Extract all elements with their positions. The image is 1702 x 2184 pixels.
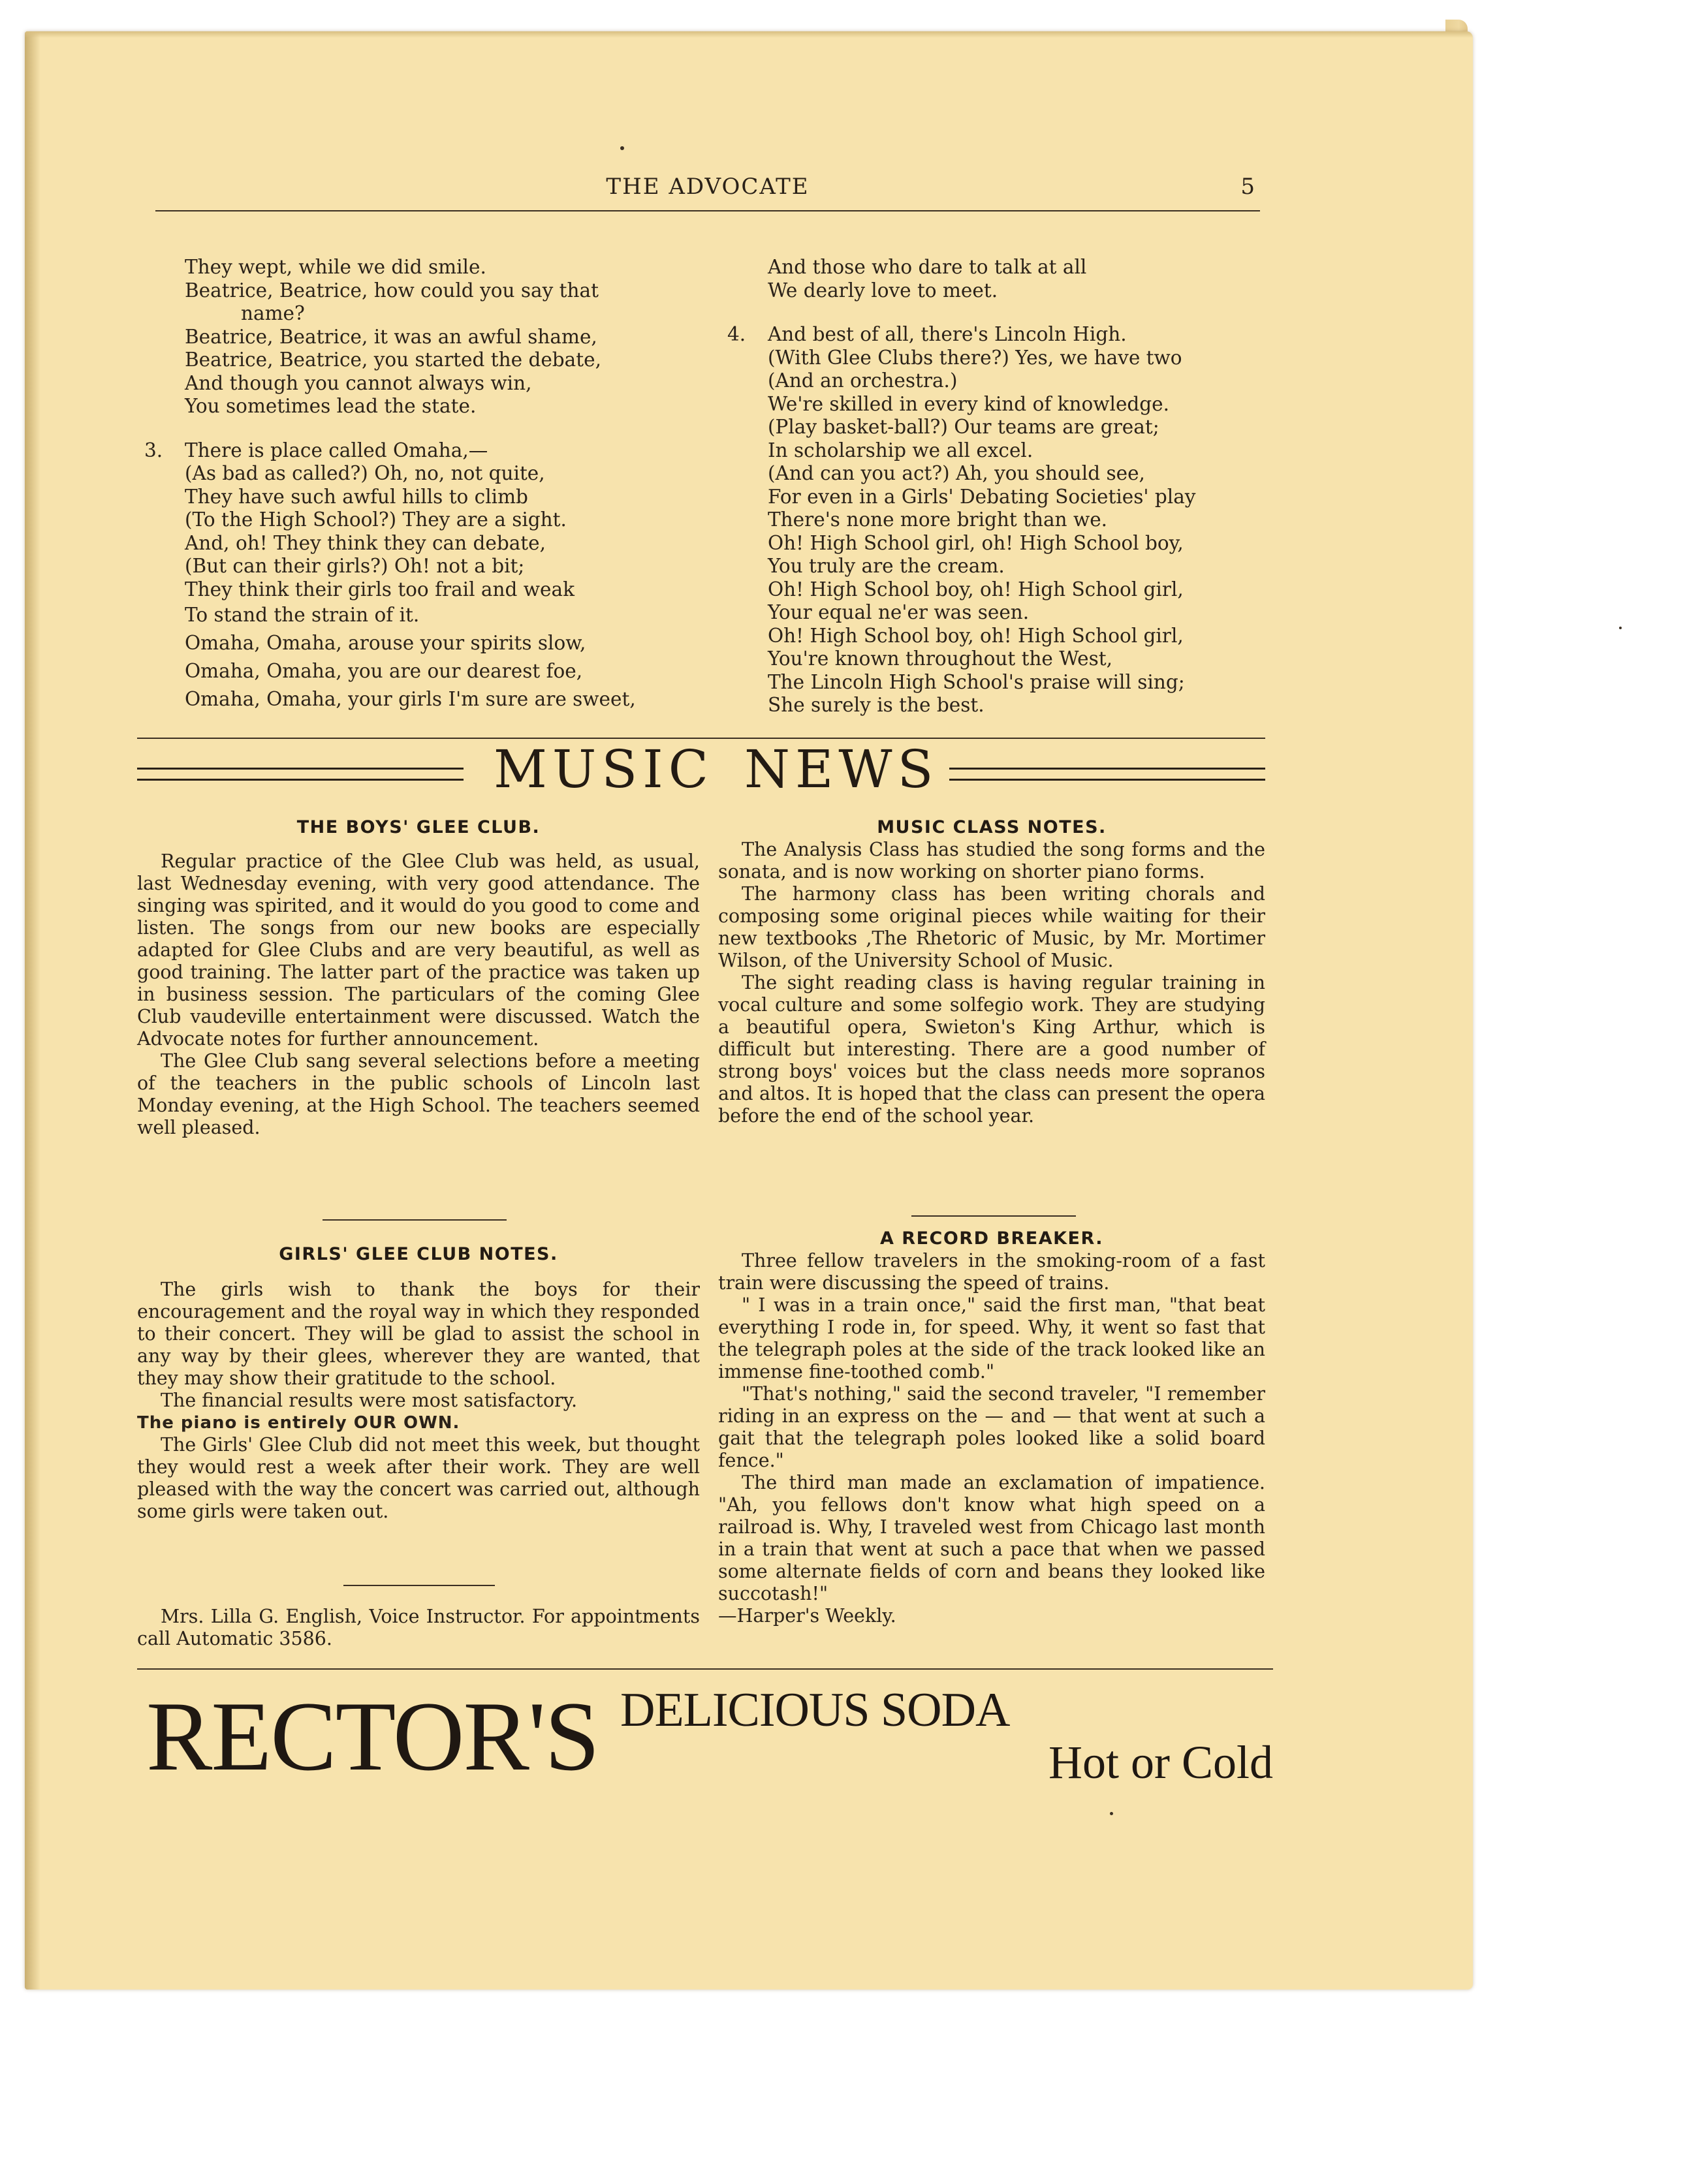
section-divider xyxy=(911,1215,1076,1217)
poem-left-column xyxy=(144,256,707,713)
poem-line: Oh! High School boy, oh! High School girl, xyxy=(768,624,1184,647)
ad-brand-name: RECTOR'S xyxy=(146,1681,599,1791)
paragraph: The third man made an exclamation of impatience. "Ah, you fellows don't know what high speed on a railroad is. Why, I traveled west from Chicago last month in a train that went at such a pace that when we passed some alternate fields of corn and beans they looked like succotash!" xyxy=(718,1472,1265,1604)
poem-line: (To the High School?) They are a sight. xyxy=(185,508,567,531)
poem-right-column xyxy=(727,256,1277,717)
girls-glee-section xyxy=(137,1244,700,1523)
paragraph: The girls wish to thank the boys for their encouragement and the royal way in which they responded to their concert. They will be glad to assist the school in any way by their glees, wherever they are wanted, that they may show their gratitude to the school. xyxy=(137,1279,700,1389)
poem-line: Omaha, Omaha, your girls I'm sure are sweet, xyxy=(185,688,636,710)
poem-line: You're known throughout the West, xyxy=(768,647,1113,670)
music-class-heading: MUSIC CLASS NOTES. xyxy=(877,817,1107,837)
source-credit: —Harper's Weekly. xyxy=(718,1605,896,1627)
section-divider xyxy=(343,1585,495,1586)
poem-line: And best of all, there's Lincoln High. xyxy=(768,323,1127,345)
poem-line: Your equal ne'er was seen. xyxy=(768,601,1030,623)
piano-announcement: The piano is entirely OUR OWN. xyxy=(137,1413,460,1433)
poem-line: They wept, while we did smile. xyxy=(185,256,486,278)
poem-line: (Play basket-ball?) Our teams are great; xyxy=(768,416,1159,438)
banner-rule-right xyxy=(949,768,1265,781)
record-breaker-heading: A RECORD BREAKER. xyxy=(879,1228,1104,1249)
stanza-3-lines xyxy=(185,439,707,714)
poem-line: Oh! High School girl, oh! High School boy, xyxy=(768,531,1184,554)
poem-line: Oh! High School boy, oh! High School girl, xyxy=(768,578,1184,601)
poem-line: name? xyxy=(241,302,305,324)
girls-glee-body xyxy=(137,1279,700,1523)
rectors-advertisement xyxy=(137,1672,1273,1803)
poem-line: (And an orchestra.) xyxy=(768,369,958,392)
poem-line: To stand the strain of it. xyxy=(185,604,420,626)
stanza-3 xyxy=(144,439,707,714)
paragraph: Three fellow travelers in the smoking-room of a fast train were discussing the speed of trains. xyxy=(718,1250,1265,1294)
record-breaker-body xyxy=(718,1250,1265,1627)
spine-shadow xyxy=(25,31,40,1989)
poem-line: (But can their girls?) Oh! not a bit; xyxy=(185,555,525,577)
record-breaker-section xyxy=(718,1228,1265,1627)
news-right-column xyxy=(718,817,1265,1127)
poem-line: Omaha, Omaha, arouse your spirits slow, xyxy=(185,632,586,654)
poem-line: The Lincoln High School's praise will sing; xyxy=(768,670,1185,693)
music-news-banner xyxy=(137,739,1265,802)
stanza-number: 3. xyxy=(144,439,163,461)
poem-line: Beatrice, Beatrice, you started the debate, xyxy=(185,349,601,371)
boys-glee-heading: THE BOYS' GLEE CLUB. xyxy=(296,817,541,837)
poem-left-lines xyxy=(185,256,707,418)
poem-line: And though you cannot always win, xyxy=(185,371,532,394)
paragraph: The Analysis Class has studied the song forms and the sonata, and is now working on shorter piano forms. xyxy=(718,839,1265,882)
poem-line: You sometimes lead the state. xyxy=(185,395,477,417)
advertisement-rule xyxy=(137,1668,1273,1670)
girls-glee-heading: GIRLS' GLEE CLUB NOTES. xyxy=(279,1244,558,1264)
paragraph: Regular practice of the Glee Club was held, as usual, last Wednesday evening, with very good attendance. The singing was spirited, and it would do you good to come and listen. The songs from our new books are especially adapted for Glee Clubs and are very beautiful, as well as good training. The latter part of the practice was taken up in business session. The particulars of the coming Glee Club vaudeville entertainment were discussed. Watch the Advocate notes for further announcement. xyxy=(137,850,700,1050)
page-number: 5 xyxy=(1240,174,1256,200)
poem-line: We're skilled in every kind of knowledge. xyxy=(768,392,1170,415)
paragraph: The Girls' Glee Club did not meet this week, but thought they would rest a week after their work. They are well pleased with the way the concert was carried out, although some girls were taken out. xyxy=(137,1434,700,1522)
poem-line: Beatrice, Beatrice, how could you say that xyxy=(185,279,599,302)
poem-line: Omaha, Omaha, you are our dearest foe, xyxy=(185,660,583,682)
banner-rule-left xyxy=(137,768,464,781)
poem-line: She surely is the best. xyxy=(768,694,985,716)
publication-title: THE ADVOCATE xyxy=(606,174,810,200)
page-header xyxy=(155,171,1260,204)
poem-line: Beatrice, Beatrice, it was an awful shame, xyxy=(185,325,597,348)
poem-line: There is place called Omaha,— xyxy=(185,439,488,461)
instructor-note xyxy=(137,1606,700,1650)
poem-line: For even in a Girls' Debating Societies' play xyxy=(768,485,1196,508)
poem-line: (And can you act?) Ah, you should see, xyxy=(768,462,1145,484)
music-class-body xyxy=(718,839,1265,1127)
banner-word-music: MUSIC xyxy=(494,739,714,800)
poem-line: And those who dare to talk at all xyxy=(768,256,1087,278)
stanza-4-lines xyxy=(768,323,1277,717)
poem-right-top-lines xyxy=(768,256,1277,302)
section-divider xyxy=(323,1219,507,1221)
paper-speck xyxy=(1110,1812,1113,1815)
stanza-number: 4. xyxy=(727,323,746,345)
paragraph: The sight reading class is having regular training in vocal culture and some solfegio work. They are studying a beautiful opera, Swieton's King Arthur, which is difficult but interesting. There are a good number of strong boys' voices but the class needs more sopranos and altos. It is hoped that the class can present the opera before the end of the school year. xyxy=(718,972,1265,1127)
ad-tagline-soda: DELICIOUS SODA xyxy=(620,1683,1010,1737)
paper-speck xyxy=(1619,627,1622,629)
paragraph: The Glee Club sang several selections before a meeting of the teachers in the public schools of Lincoln last Monday evening, at the High School. The teachers seemed well pleased. xyxy=(137,1050,700,1138)
paragraph: "That's nothing," said the second traveler, "I remember riding in an express on the — and — that went at such a gait that the telegraph poles looked like a solid board fence." xyxy=(718,1383,1265,1471)
poem-line: You truly are the cream. xyxy=(768,555,1005,577)
ad-tagline-hot-cold: Hot or Cold xyxy=(1048,1736,1273,1788)
poem-line: And, oh! They think they can debate, xyxy=(185,531,546,554)
banner-word-news: NEWS xyxy=(744,739,939,800)
poem-line: (With Glee Clubs there?) Yes, we have two xyxy=(768,346,1182,369)
paragraph: The harmony class has been writing chorals and composing some original pieces while waiting for their new textbooks ,The Rhetoric of Music, by Mr. Mortimer Wilson, of the University School of Music. xyxy=(718,883,1265,971)
poem-line: They have such awful hills to climb xyxy=(185,485,528,508)
poem-line: We dearly love to meet. xyxy=(768,279,998,302)
boys-glee-body xyxy=(137,850,700,1139)
poem-line: There's none more bright than we. xyxy=(768,508,1108,531)
paper-speck xyxy=(620,146,624,150)
top-edge xyxy=(25,31,1473,38)
paragraph: The financial results were most satisfactory. xyxy=(161,1390,578,1411)
poem-line: (As bad as called?) Oh, no, not quite, xyxy=(185,462,545,484)
instructor-text: Mrs. Lilla G. English, Voice Instructor. For appointments call Automatic 3586. xyxy=(137,1606,700,1649)
stanza-4 xyxy=(727,323,1277,717)
paragraph: " I was in a train once," said the first man, "that beat everything I rode in, for speed. Why, it went so fast that the telegraph poles at the side of the track looked like an immense fine-toothed comb." xyxy=(718,1294,1265,1382)
news-left-column xyxy=(137,817,700,1139)
poem-line: In scholarship we all excel. xyxy=(768,439,1033,461)
header-rule xyxy=(155,210,1260,211)
poem-line: They think their girls too frail and weak xyxy=(185,578,575,601)
